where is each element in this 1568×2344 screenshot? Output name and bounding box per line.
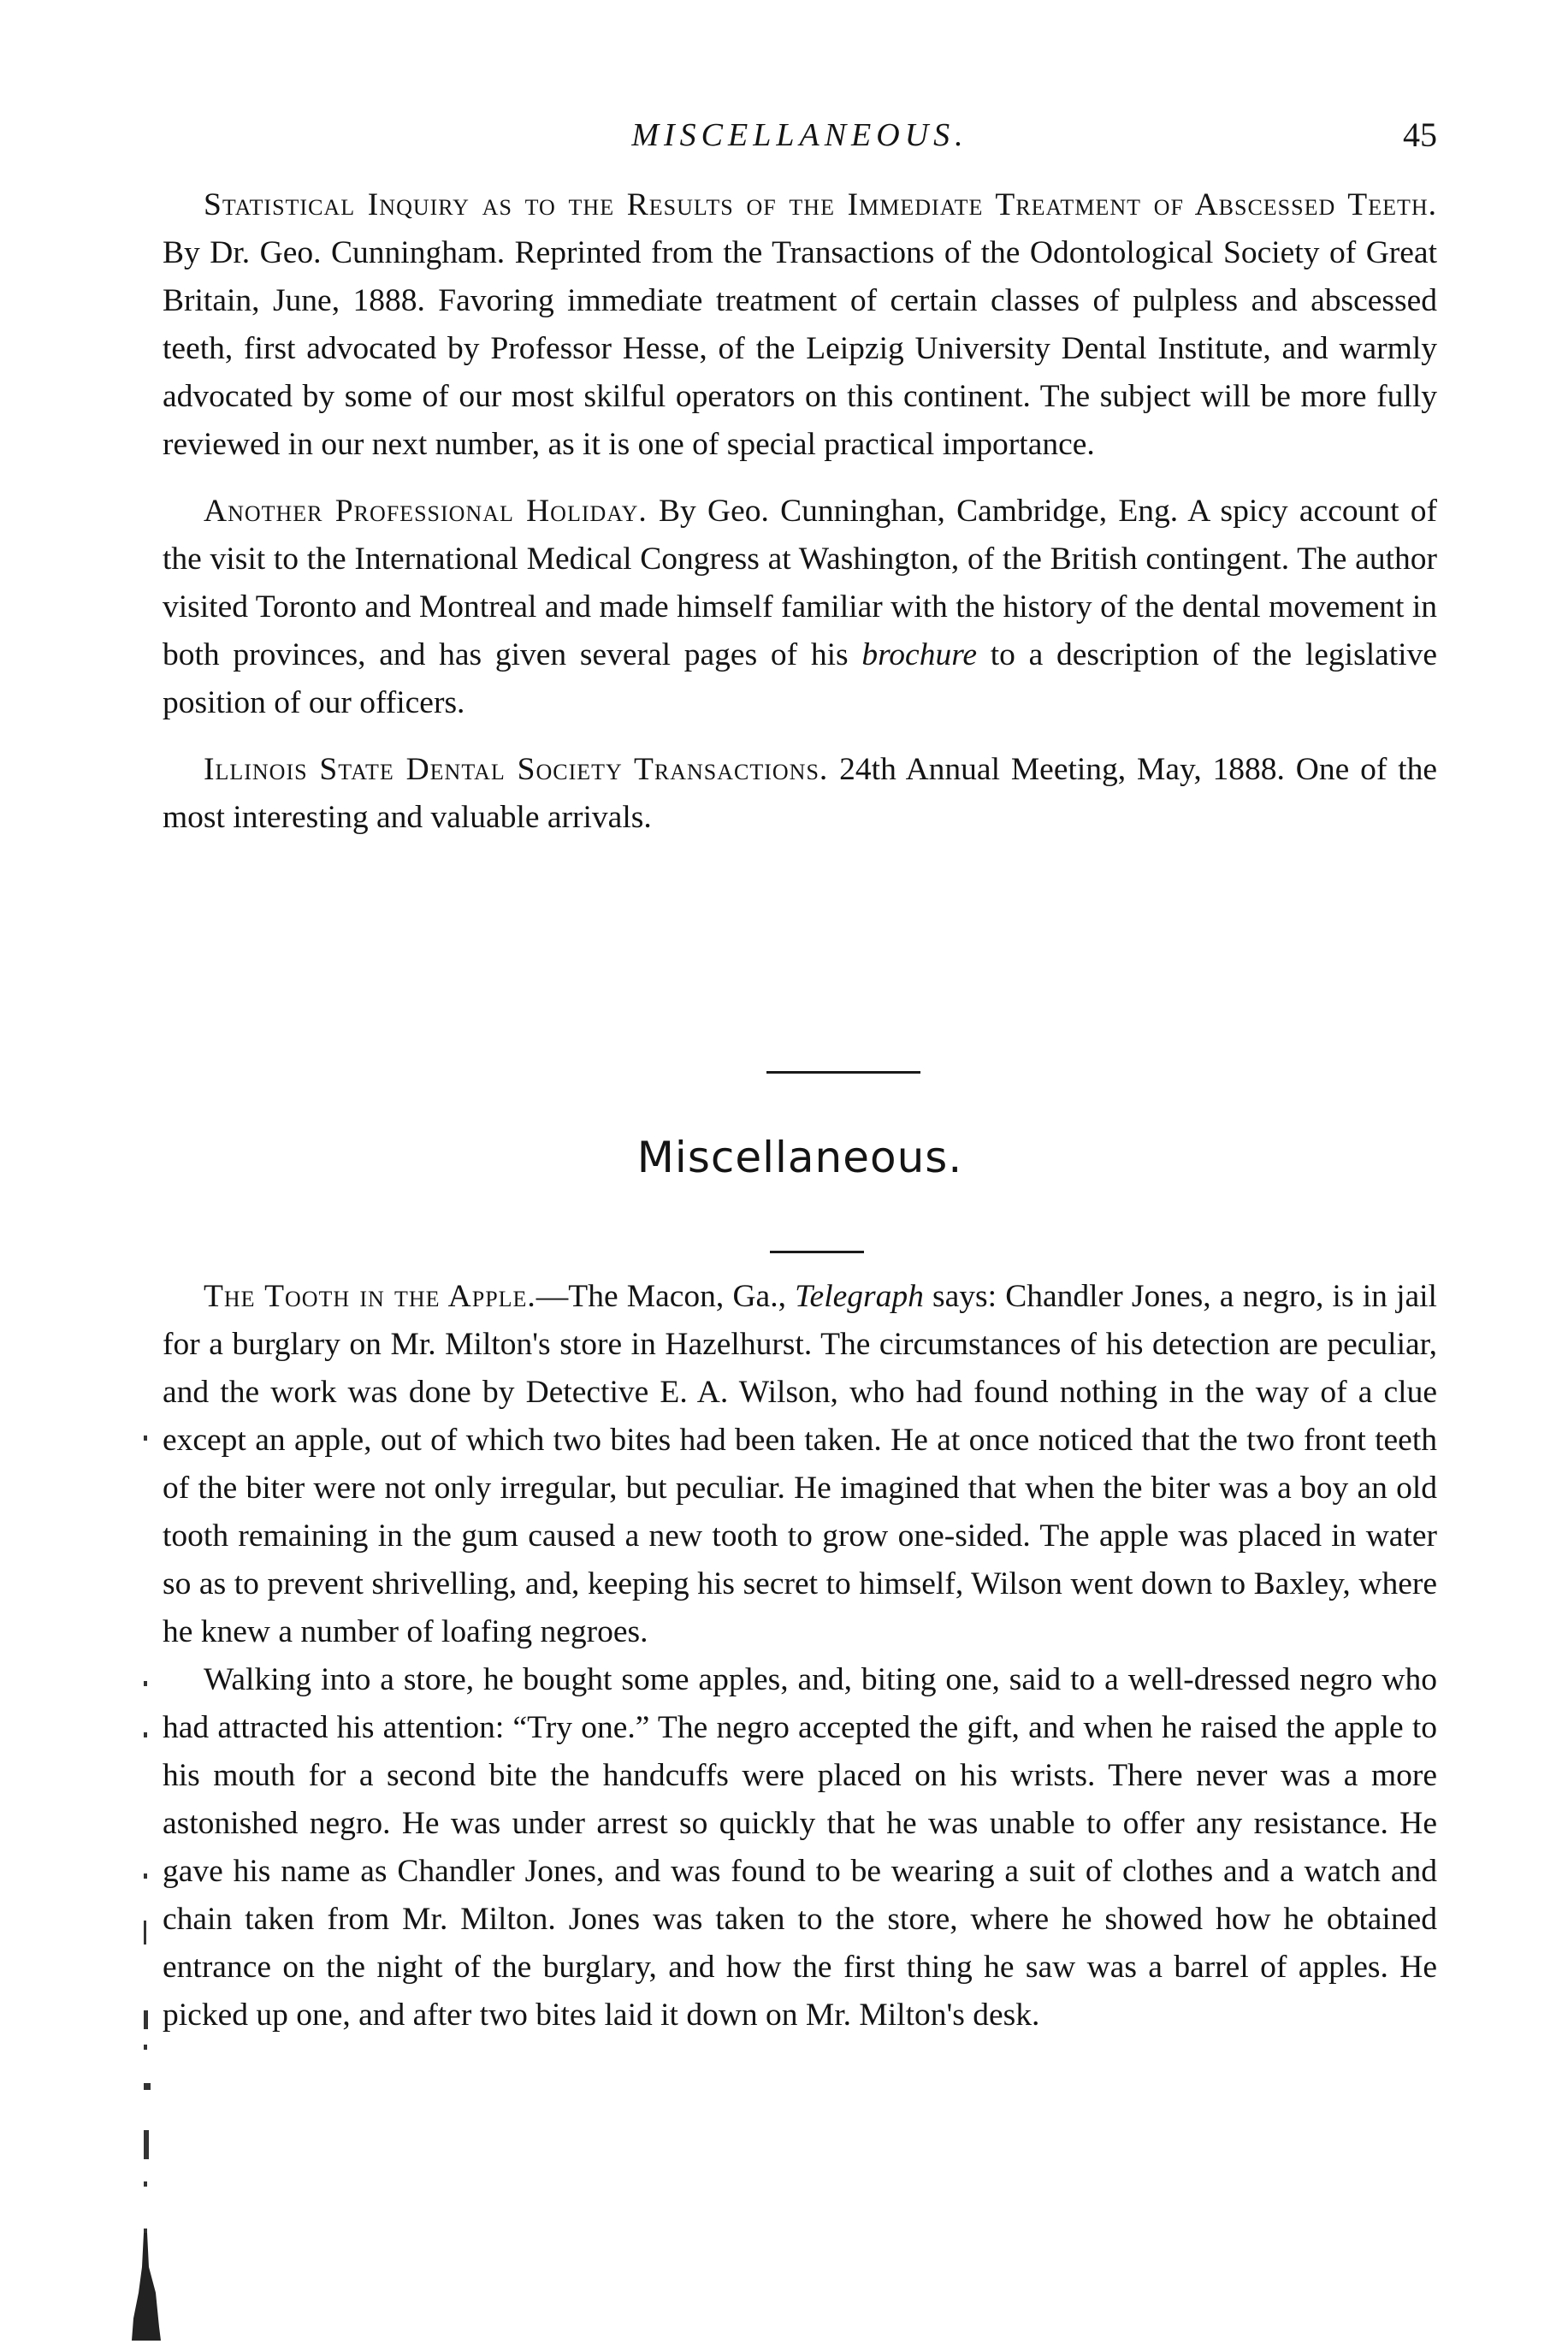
article-paragraph	[163, 1273, 1437, 1656]
notice-body: By Dr. Geo. Cunningham. Reprinted from the Transactions of the Odontological Society of Great Britain, June, 1888. Favoring immediate treatment of certain classes of pulpless and abscessed teeth, first advocated by Professor Hesse, of the Leipzig University Dental Institute, and warmly advocated by some of our most skilful operators on this continent. The subject will be more fully reviewed in our next number, as it is one of special practical importance.	[163, 235, 1437, 462]
speck	[144, 2181, 147, 2187]
notice-body-end: to a description of the legislative position of our officers.	[163, 637, 1437, 720]
notice-title: Statistical Inquiry as to the Results of the Immediate Treatment of Abscessed Teeth.	[204, 187, 1437, 222]
speck	[144, 1732, 147, 1737]
speck	[144, 2130, 149, 2159]
article-title: The Tooth in the Apple.	[204, 1279, 536, 1314]
margin-smudge	[130, 2233, 161, 2341]
heading-underline	[770, 1251, 864, 1253]
speck	[144, 2083, 151, 2090]
speck	[144, 1921, 146, 1944]
notice-statistical-inquiry	[163, 181, 1437, 469]
speck	[144, 1681, 147, 1686]
article-text: says: Chandler Jones, a negro, is in jail for a burglary on Mr. Milton's store in Hazelhurst. The circumstances of his detection are peculiar, and the work was done by Detective E. A. Wilson, who had found nothing in the way of a clue except an apple, out of which two bites had been taken. He at once noticed that the two front teeth of the biter were not only irregular, but peculiar. He imagined that when the biter was a boy an old tooth remaining in the gum caused a new tooth to grow one-sided. The apple was placed in water so as to prevent shrivelling, and, keeping his secret to himself, Wilson went down to Baxley, where he knew a number of loafing negroes.	[163, 1279, 1437, 1649]
speck	[144, 1435, 147, 1441]
margin-specks	[109, 1420, 169, 2335]
book-notices	[163, 181, 1437, 861]
notice-body: By Geo. Cunninghan, Cambridge, Eng. A spicy account of the visit to the International Medical Congress at Washington, of the British contingent. The author visited Toronto and Montreal and made himself familiar with the history of the dental movement in both provinces, and has given several pages of his	[163, 494, 1437, 672]
running-head	[163, 110, 1437, 161]
speck	[144, 1873, 147, 1879]
running-title: MISCELLANEOUS.	[631, 117, 968, 153]
notice-italic-word: brochure	[861, 637, 978, 672]
article-text: —The Macon, Ga.,	[535, 1279, 796, 1314]
newspaper-name: Telegraph	[795, 1279, 924, 1314]
notice-title: Illinois State Dental Society Transactions.	[204, 752, 829, 787]
article-tooth-in-apple	[163, 1273, 1437, 2039]
page-number: 45	[1403, 115, 1437, 154]
notice-professional-holiday	[163, 488, 1437, 727]
notice-title: Another Professional Holiday.	[204, 494, 648, 529]
speck	[144, 2045, 147, 2050]
section-heading: Miscellaneous.	[636, 1133, 963, 1182]
article-paragraph: Walking into a store, he bought some apples, and, biting one, said to a well-dressed negro who had attracted his attention: “Try one.” The negro accepted the gift, and when he raised the apple to his mouth for a second bite the handcuffs were placed on his wrists. There never was a more astonished negro. He was under arrest so quickly that he was unable to offer any resistance. He gave his name as Chandler Jones, and was found to be wearing a suit of clothes and a watch and chain taken from Mr. Milton. Jones was taken to the store, where he showed how he obtained entrance on the night of the burglary, and how the first thing he saw was a barrel of apples. He picked up one, and after two bites laid it down on Mr. Milton's desk.	[163, 1662, 1437, 2033]
notice-illinois-transactions	[163, 746, 1437, 842]
speck	[144, 2010, 148, 2029]
divider-rule	[766, 1071, 920, 1074]
notice-body: 24th Annual Meeting, May, 1888. One of the most interesting and valuable arrivals.	[163, 752, 1437, 835]
